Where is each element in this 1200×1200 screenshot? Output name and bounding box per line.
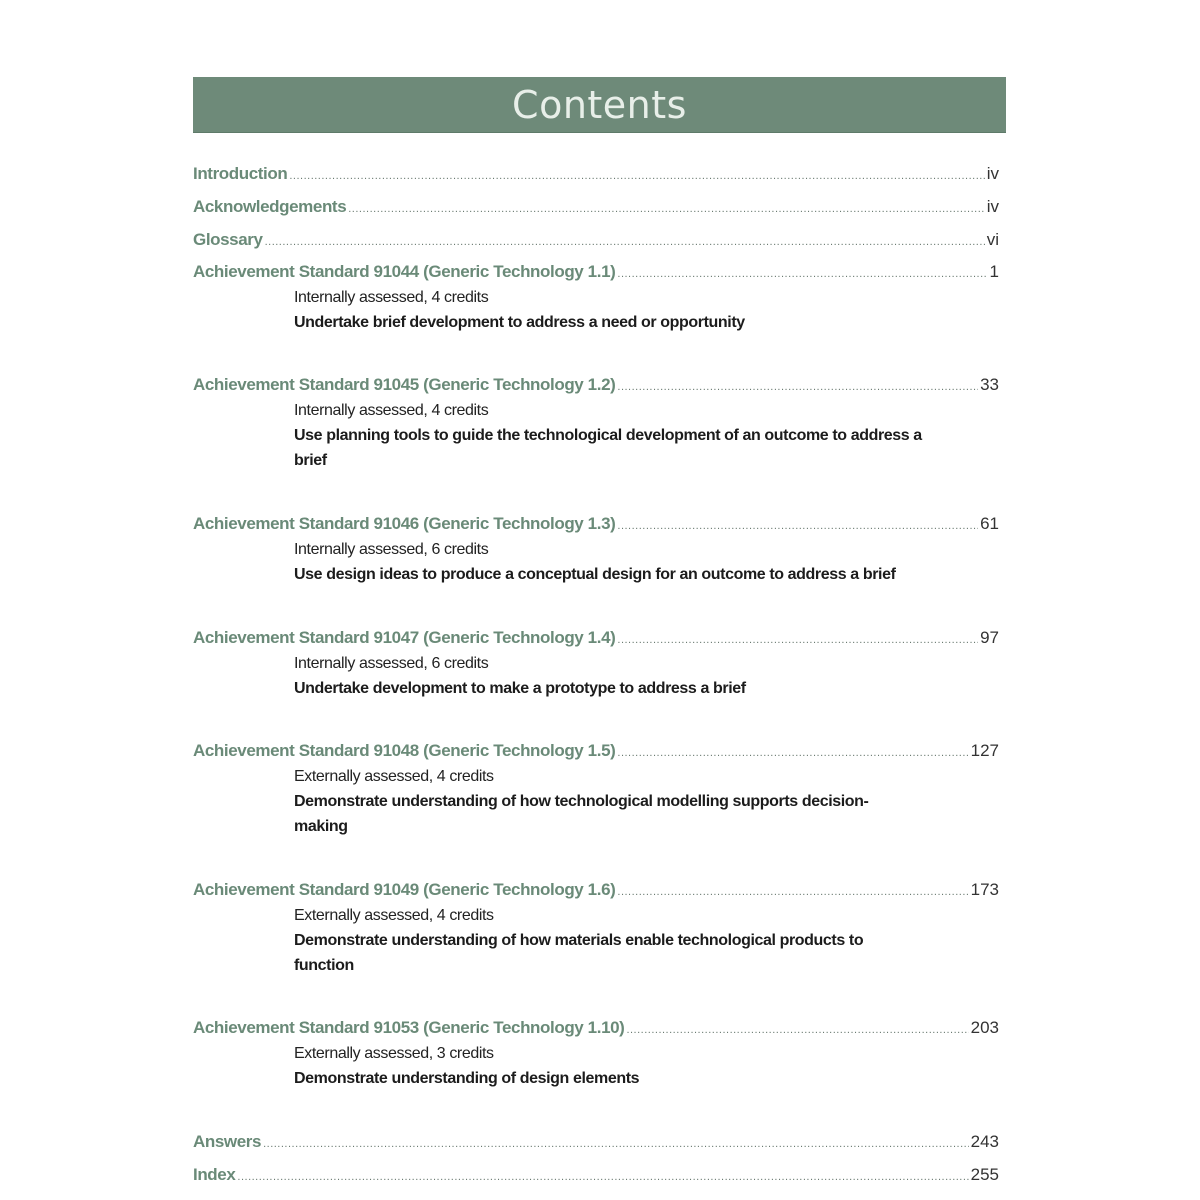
entry-page-number: 127 xyxy=(970,741,999,760)
entry-page-number: 255 xyxy=(970,1165,999,1184)
entry-page-number: iv xyxy=(986,197,999,216)
dot-leader xyxy=(617,263,987,285)
entry-page-number: 97 xyxy=(980,628,999,647)
toc-entry-91048[interactable] xyxy=(193,740,999,764)
entry-title: Glossary xyxy=(193,230,263,249)
dot-leader xyxy=(237,1166,968,1188)
dot-leader xyxy=(617,742,968,764)
entry-title: Answers xyxy=(193,1132,262,1151)
entry-description: Demonstrate understanding of design elements xyxy=(294,1070,640,1087)
entry-title: Achievement Standard 91046 (Generic Technology 1.3) xyxy=(193,514,616,533)
entry-assessment: Internally assessed, 4 credits xyxy=(294,402,489,419)
entry-page-number: 173 xyxy=(970,880,999,899)
entry-title: Achievement Standard 91047 (Generic Technology 1.4) xyxy=(193,628,616,647)
toc-entry-index[interactable] xyxy=(193,1164,999,1188)
entry-page-number: 203 xyxy=(970,1018,999,1037)
dot-leader xyxy=(348,198,984,220)
contents-page xyxy=(193,77,1006,133)
entry-assessment: Internally assessed, 4 credits xyxy=(294,289,489,306)
entry-page-number: 33 xyxy=(980,375,999,394)
dot-leader xyxy=(617,629,978,651)
toc-entry-91044[interactable] xyxy=(193,261,999,285)
page-title: Contents xyxy=(512,82,687,127)
entry-assessment: Externally assessed, 3 credits xyxy=(294,1045,494,1062)
toc-entry-acknowledgements[interactable] xyxy=(193,196,999,220)
contents-banner xyxy=(193,77,1006,133)
entry-page-number: 1 xyxy=(989,262,999,281)
toc-entry-glossary[interactable] xyxy=(193,229,999,253)
dot-leader xyxy=(617,881,968,903)
entry-description: Use design ideas to produce a conceptual design for an outcome to address a brief xyxy=(294,566,896,583)
toc-entry-introduction[interactable] xyxy=(193,163,999,187)
entry-title: Introduction xyxy=(193,164,288,183)
entry-title: Index xyxy=(193,1165,236,1184)
entry-description: Demonstrate understanding of how materials enable technological products to function xyxy=(294,932,864,974)
entry-page-number: iv xyxy=(986,164,999,183)
entry-title: Achievement Standard 91044 (Generic Technology 1.1) xyxy=(193,262,616,281)
dot-leader xyxy=(263,1133,969,1155)
entry-description: Undertake brief development to address a need or opportunity xyxy=(294,314,745,331)
entry-assessment: Externally assessed, 4 credits xyxy=(294,907,494,924)
entry-title: Achievement Standard 91048 (Generic Technology 1.5) xyxy=(193,741,616,760)
dot-leader xyxy=(289,165,984,187)
entry-description: Undertake development to make a prototype to address a brief xyxy=(294,680,746,697)
toc-entry-91045[interactable] xyxy=(193,374,999,398)
dot-leader xyxy=(265,231,985,253)
entry-assessment: Externally assessed, 4 credits xyxy=(294,768,494,785)
entry-title: Achievement Standard 91045 (Generic Technology 1.2) xyxy=(193,375,616,394)
entry-title: Acknowledgements xyxy=(193,197,347,216)
entry-title: Achievement Standard 91053 (Generic Technology 1.10) xyxy=(193,1018,625,1037)
entry-page-number: 61 xyxy=(980,514,999,533)
dot-leader xyxy=(626,1019,968,1041)
toc-entry-91049[interactable] xyxy=(193,879,999,903)
toc-entry-91047[interactable] xyxy=(193,627,999,651)
toc-entry-91046[interactable] xyxy=(193,513,999,537)
toc-entry-91053[interactable] xyxy=(193,1017,999,1041)
entry-assessment: Internally assessed, 6 credits xyxy=(294,541,489,558)
entry-page-number: vi xyxy=(986,230,999,249)
entry-description: Demonstrate understanding of how technological modelling supports decision-making xyxy=(294,793,869,835)
dot-leader xyxy=(617,376,978,398)
toc-entry-answers[interactable] xyxy=(193,1131,999,1155)
entry-assessment: Internally assessed, 6 credits xyxy=(294,655,489,672)
dot-leader xyxy=(617,515,978,537)
entry-description: Use planning tools to guide the technological development of an outcome to address a brief xyxy=(294,427,922,469)
entry-title: Achievement Standard 91049 (Generic Technology 1.6) xyxy=(193,880,616,899)
entry-page-number: 243 xyxy=(970,1132,999,1151)
